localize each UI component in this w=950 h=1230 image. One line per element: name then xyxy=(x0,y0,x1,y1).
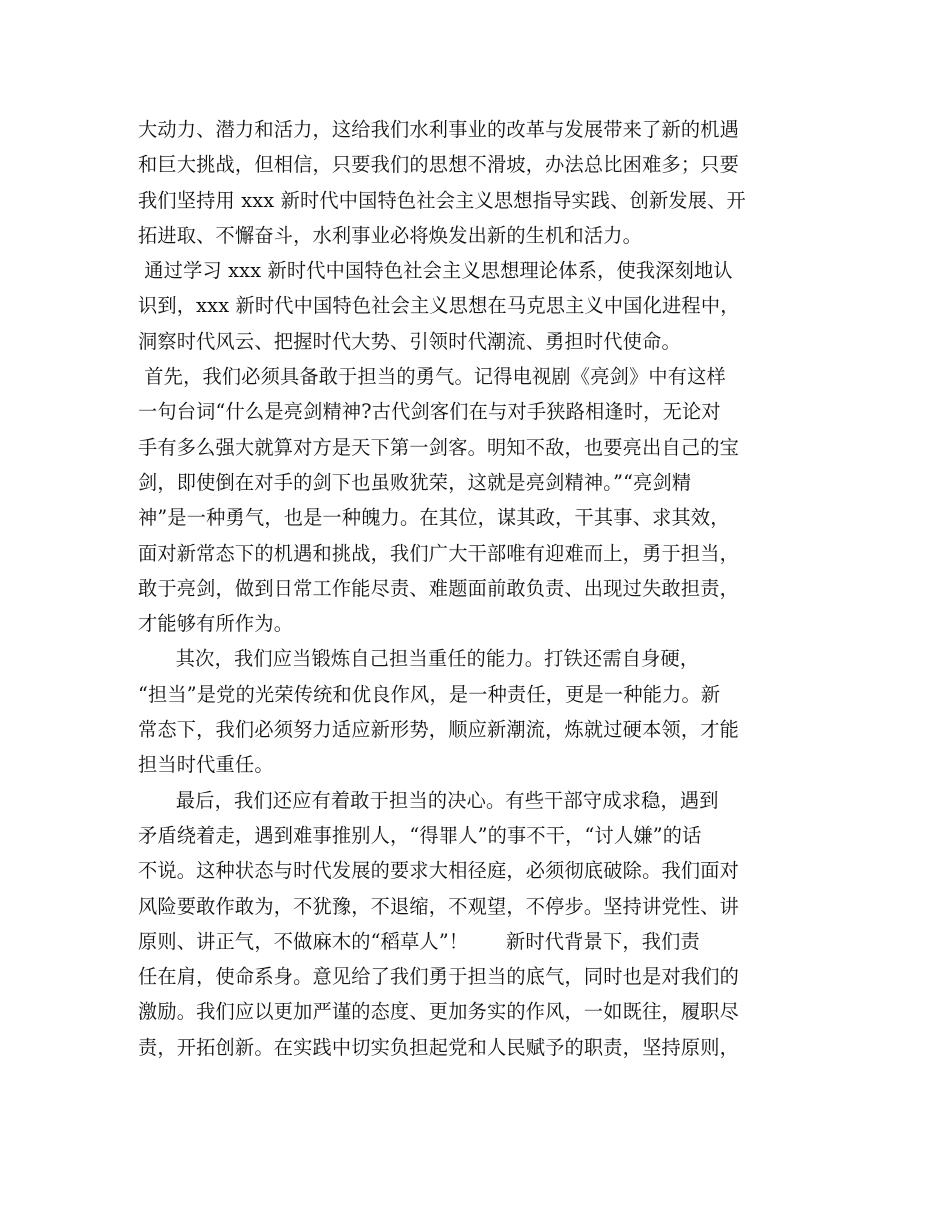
text-line: 首先，我们必须具备敢于担当的勇气。记得电视剧《亮剑》中有这样 xyxy=(138,365,726,389)
text-line: 识到，xxx 新时代中国特色社会主义思想在马克思主义中国化进程中， xyxy=(138,294,740,318)
text-line: 不说。这种状态与时代发展的要求大相径庭，必须彻底破除。我们面对 xyxy=(138,859,740,883)
text-line: 担当时代重任。 xyxy=(138,753,274,777)
text-line: 通过学习 xxx 新时代中国特色社会主义思想理论体系，使我深刻地认 xyxy=(138,259,733,283)
text-line: 常态下，我们必须努力适应新形势，顺应新潮流，炼就过硬本领，才能 xyxy=(138,718,740,742)
text-line: 矛盾绕着走，遇到难事推别人，“得罪人”的事不干，“讨人嫌”的话 xyxy=(138,823,702,847)
document-body xyxy=(138,112,818,1065)
text-line: 才能够有所作为。 xyxy=(138,612,294,636)
text-line: 和巨大挑战，但相信，只要我们的思想不滑坡，办法总比困难多；只要 xyxy=(138,153,740,177)
text-line: 大动力、潜力和活力，这给我们水利事业的改革与发展带来了新的机遇 xyxy=(138,118,740,141)
text-line: 最后，我们还应有着敢于担当的决心。有些干部守成求稳，遇到 xyxy=(138,788,719,812)
text-line: 神”是一种勇气，也是一种魄力。在其位，谋其政，干其事、求其效， xyxy=(138,506,730,530)
text-line: 手有多么强大就算对方是天下第一剑客。明知不敌，也要亮出自己的宝 xyxy=(138,435,740,459)
text-line: 剑，即使倒在对手的剑下也虽败犹荣，这就是亮剑精神。”“亮剑精 xyxy=(138,470,692,494)
text-line: 责，开拓创新。在实践中切实负担起党和人民赋予的职责，坚持原则， xyxy=(138,1035,740,1059)
text-line: 其次，我们应当锻炼自己担当重任的能力。打铁还需自身硬， xyxy=(138,647,700,671)
text-line: 任在肩，使命系身。意见给了我们勇于担当的底气，同时也是对我们的 xyxy=(138,965,740,989)
text-line: 敢于亮剑，做到日常工作能尽责、难题面前敢负责、出现过失敢担责， xyxy=(138,576,740,600)
text-line: 激励。我们应以更加严谨的态度、更加务实的作风，一如既往，履职尽 xyxy=(138,1000,740,1024)
text-line: 一句台词“什么是亮剑精神?古代剑客们在与对手狭路相逢时，无论对 xyxy=(138,400,721,424)
text-line: “担当”是党的光荣传统和优良作风，是一种责任，更是一种能力。新 xyxy=(138,682,721,706)
text-line: 面对新常态下的机遇和挑战，我们广大干部唯有迎难而上，勇于担当， xyxy=(138,541,740,565)
text-line: 拓进取、不懈奋斗，水利事业必将焕发出新的生机和活力。 xyxy=(138,223,643,247)
text-line: 原则、讲正气，不做麻木的“稻草人”！ 新时代背景下，我们责 xyxy=(138,929,700,953)
text-line: 风险要敢作敢为，不犹豫，不退缩，不观望，不停步。坚持讲党性、讲 xyxy=(138,894,740,918)
text-line: 我们坚持用 xxx 新时代中国特色社会主义思想指导实践、创新发展、开 xyxy=(138,188,746,212)
text-line: 洞察时代风云、把握时代大势、引领时代潮流、勇担时代使命。 xyxy=(138,329,681,353)
